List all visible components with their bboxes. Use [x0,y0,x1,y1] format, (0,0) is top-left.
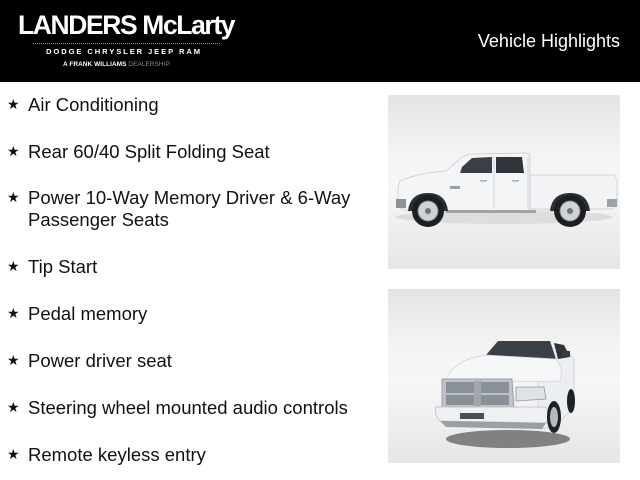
star-icon: ★ [7,305,20,321]
logo-tagline-light: DEALERSHIP [128,61,170,68]
feature-label: Steering wheel mounted audio controls [28,397,348,418]
list-item [0,256,370,278]
list-item [0,141,370,163]
dealer-logo[interactable] [18,10,235,68]
vehicle-photo-side[interactable] [388,95,620,269]
page-title: Vehicle Highlights [477,31,620,51]
star-icon: ★ [7,352,20,368]
star-icon: ★ [7,446,20,462]
feature-label: Rear 60/40 Split Folding Seat [28,141,270,162]
star-icon: ★ [7,143,20,159]
logo-tagline-strong: A FRANK WILLIAMS [63,61,127,68]
logo-dealer-name: LANDERS McLarty [18,10,235,40]
list-item [0,397,370,419]
list-item [0,303,370,325]
vehicle-photo-front[interactable] [388,289,620,463]
feature-label: Tip Start [28,256,98,277]
feature-label: Power 10-Way Memory Driver & 6-Way Passenger Seats [28,187,351,230]
feature-label: Air Conditioning [28,94,159,115]
star-icon: ★ [7,258,20,274]
feature-label: Pedal memory [28,303,148,324]
logo-dotted-divider [33,43,220,44]
star-icon: ★ [7,189,20,205]
list-item [0,94,370,116]
star-icon: ★ [7,399,20,415]
list-item [0,187,370,231]
list-item [0,350,370,372]
truck-side-illustration [388,95,620,269]
logo-tagline [63,61,170,68]
feature-label: Remote keyless entry [28,444,206,465]
feature-label: Power driver seat [28,350,172,371]
star-icon: ★ [7,96,20,112]
logo-brands: DODGE CHRYSLER JEEP RAM [46,47,202,56]
truck-front-illustration [388,289,620,463]
list-item [0,444,370,466]
page-header [0,0,640,82]
